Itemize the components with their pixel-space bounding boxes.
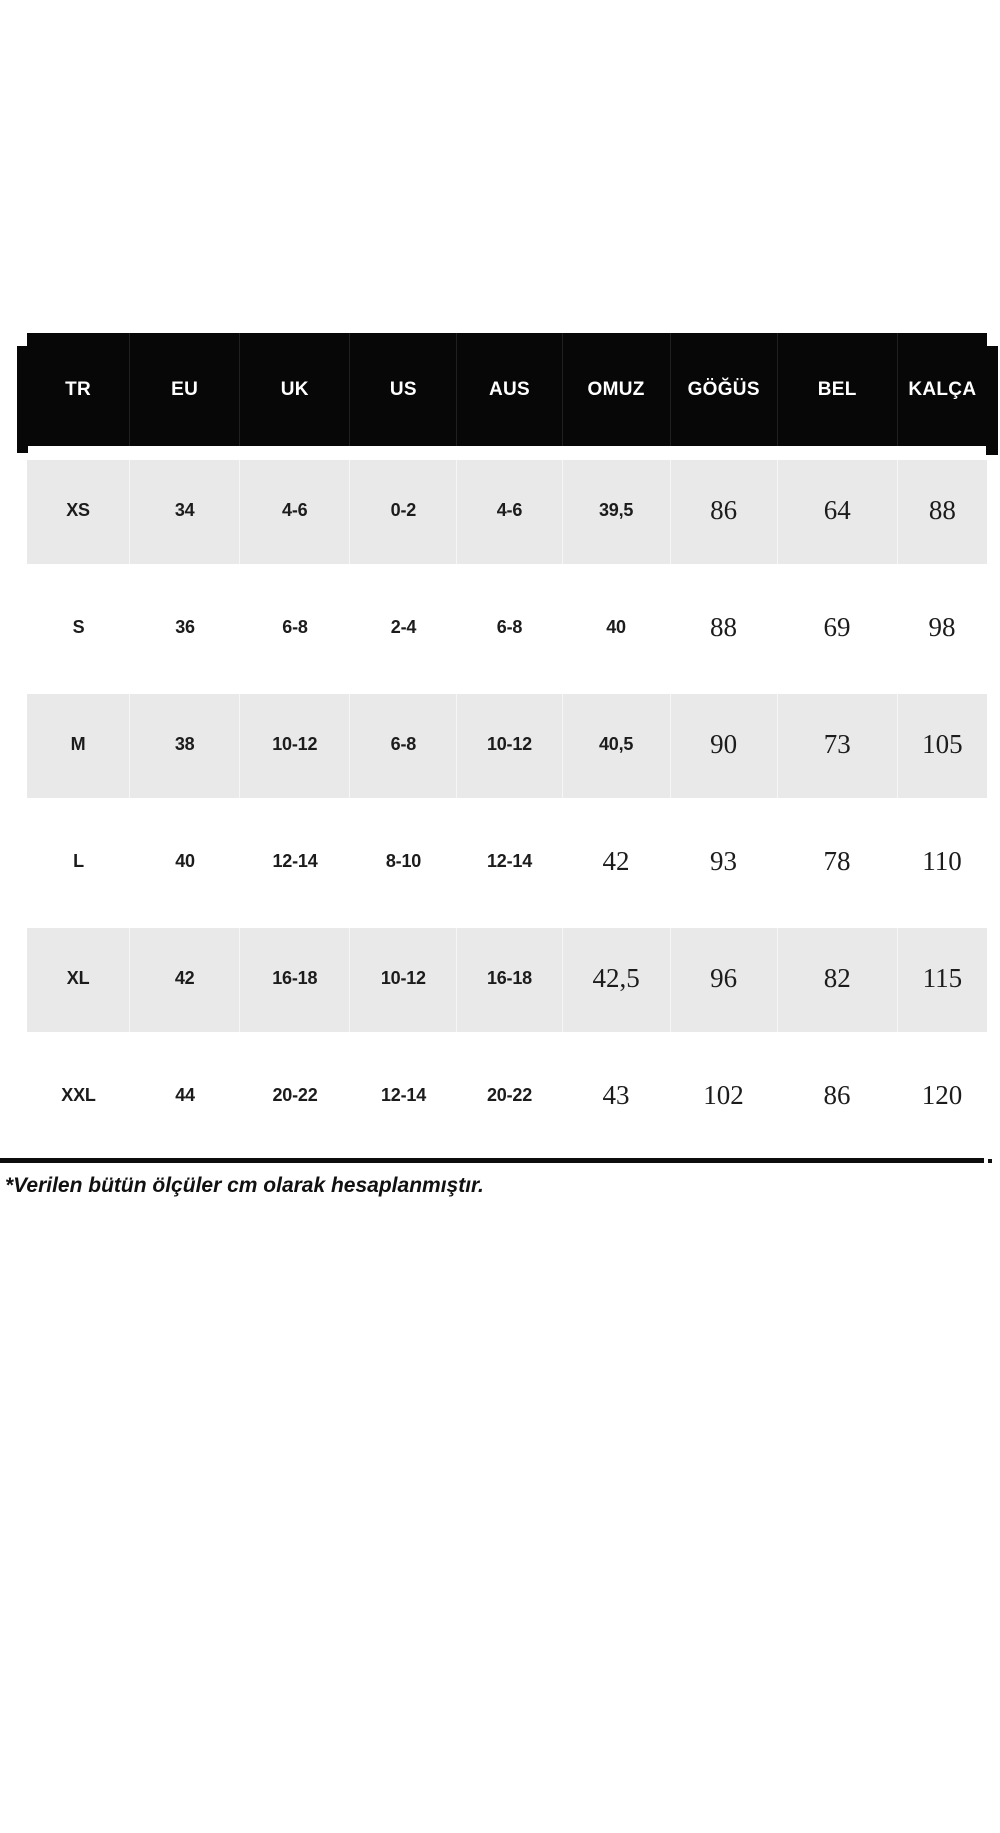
table-cell: 6-8 (496, 617, 523, 637)
table-body (27, 452, 987, 1154)
table-cell: 0-2 (349, 452, 456, 569)
table-cell: 43 (602, 1080, 630, 1110)
table-row-m (27, 686, 987, 803)
column-header-gogus: GÖĞÜS (670, 333, 777, 446)
column-header-us: US (349, 333, 456, 446)
footnote-text: *Verilen bütün ölçüler cm olarak hesaplanmıştır. (5, 1174, 484, 1197)
table-cell: 69 (823, 612, 851, 642)
table-row-xs (27, 452, 987, 569)
table-cell: 90 (670, 686, 777, 803)
table-cell: 6-8 (349, 686, 456, 803)
table-cell: 86 (823, 1080, 851, 1110)
table-cell: 42 (129, 920, 239, 1037)
table-cell: 40,5 (562, 686, 670, 803)
table-cell: 12-14 (486, 851, 533, 871)
table-cell: 88 (897, 452, 987, 569)
table-cell: XXL (61, 1085, 96, 1105)
table-cell: 38 (129, 686, 239, 803)
table-cell: 110 (922, 846, 962, 876)
table-cell: 64 (777, 452, 897, 569)
column-header-bel: BEL (777, 333, 897, 446)
table-cell: 40 (606, 617, 626, 637)
table-cell: 88 (710, 612, 737, 642)
table-cell: 102 (703, 1080, 744, 1110)
table-cell: 78 (823, 846, 851, 876)
table-cell: 40 (175, 851, 195, 871)
table-cell: 105 (897, 686, 987, 803)
table-cell: 16-18 (239, 920, 349, 1037)
column-header-eu: EU (129, 333, 239, 446)
table-row-s (27, 569, 987, 686)
table-row-l (27, 803, 987, 920)
table-cell: XL (66, 968, 90, 988)
table-cell: 20-22 (486, 1085, 533, 1105)
table-cell: 6-8 (282, 617, 308, 637)
table-cell: 39,5 (562, 452, 670, 569)
table-cell: 4-6 (239, 452, 349, 569)
table-cell: 8-10 (385, 851, 422, 871)
column-header-tr: TR (65, 378, 92, 400)
table-cell: 120 (921, 1080, 963, 1110)
table-header (27, 333, 987, 446)
table-cell: 20-22 (272, 1085, 318, 1105)
table-cell: 115 (897, 920, 987, 1037)
table-cell: 86 (670, 452, 777, 569)
column-header-omuz: OMUZ (562, 333, 670, 446)
table-cell: M (70, 734, 86, 754)
table-cell: 16-18 (456, 920, 561, 1037)
table-cell: 42 (602, 846, 630, 876)
table-cell: S (72, 617, 85, 637)
table-cell: L (73, 851, 84, 871)
column-header-uk: UK (239, 333, 349, 446)
table-cell: 98 (928, 612, 956, 642)
table-cell: 12-14 (380, 1085, 427, 1105)
table-cell: 10-12 (239, 686, 349, 803)
divider-rule (0, 1158, 984, 1163)
table-cell: 73 (777, 686, 897, 803)
table-cell: 4-6 (456, 452, 561, 569)
table-cell: 2-4 (390, 617, 417, 637)
table-cell: 96 (670, 920, 777, 1037)
table-cell: 44 (175, 1085, 195, 1105)
table-row-xl (27, 920, 987, 1037)
table-cell: 36 (175, 617, 195, 637)
column-header-kalca: KALÇA (897, 333, 987, 446)
table-cell: 12-14 (272, 851, 318, 871)
table-cell: 10-12 (456, 686, 561, 803)
table-cell: 34 (129, 452, 239, 569)
table-cell: 93 (710, 846, 737, 876)
table-cell: XS (66, 500, 90, 520)
size-chart (0, 333, 1000, 1198)
table-cell: 82 (777, 920, 897, 1037)
table-cell: 10-12 (349, 920, 456, 1037)
table-row-xxl (27, 1037, 987, 1154)
table-cell: 42,5 (562, 920, 670, 1037)
column-header-aus: AUS (456, 333, 561, 446)
